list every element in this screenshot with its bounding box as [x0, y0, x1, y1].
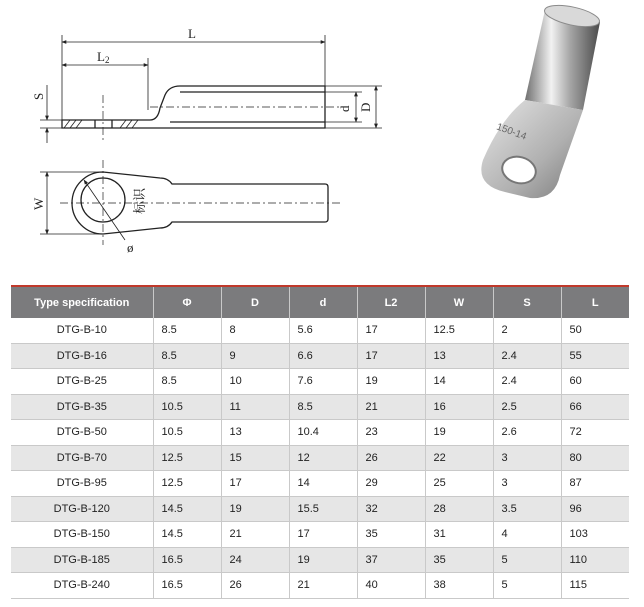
header-l2: L2: [357, 286, 425, 318]
table-cell: 8: [221, 318, 289, 343]
table-row: [11, 547, 629, 573]
table-cell: 4: [493, 522, 561, 548]
table-cell: 12.5: [425, 318, 493, 343]
table-cell: 16: [425, 394, 493, 420]
table-cell: 32: [357, 496, 425, 522]
header-l: L: [561, 286, 629, 318]
table-cell: 16.5: [153, 573, 221, 599]
table-cell: 24: [221, 547, 289, 573]
table-cell: 50: [561, 318, 629, 343]
table-cell: 37: [357, 547, 425, 573]
label-l: L: [188, 26, 196, 41]
table-cell: 115: [561, 573, 629, 599]
table-cell: 8.5: [153, 343, 221, 369]
table-cell: 2: [493, 318, 561, 343]
table-row: [11, 343, 629, 369]
product-photo: [455, 0, 640, 210]
table-cell: 21: [289, 573, 357, 599]
table-cell: 26: [357, 445, 425, 471]
table-cell: 17: [357, 318, 425, 343]
table-cell: 26: [221, 573, 289, 599]
table-row: [11, 471, 629, 497]
header-d-small: d: [289, 286, 357, 318]
table-cell: 5.6: [289, 318, 357, 343]
table-cell: 35: [425, 547, 493, 573]
table-cell: 3: [493, 445, 561, 471]
table-cell: 29: [357, 471, 425, 497]
table-cell: 21: [221, 522, 289, 548]
table-cell: 10.4: [289, 420, 357, 446]
cell-type-spec: DTG-B-25: [11, 369, 153, 395]
table-cell: 12.5: [153, 471, 221, 497]
table-row: [11, 420, 629, 446]
table-cell: 16.5: [153, 547, 221, 573]
table-cell: 8.5: [153, 318, 221, 343]
table-cell: 15: [221, 445, 289, 471]
dim-l2: [62, 58, 148, 110]
table-cell: 2.5: [493, 394, 561, 420]
label-mark: 标识: [132, 187, 147, 214]
table-cell: 40: [357, 573, 425, 599]
table-cell: 10.5: [153, 420, 221, 446]
header-d-big: D: [221, 286, 289, 318]
table-cell: 6.6: [289, 343, 357, 369]
table-cell: 10: [221, 369, 289, 395]
table-cell: 60: [561, 369, 629, 395]
table-row: [11, 394, 629, 420]
table-cell: 2.4: [493, 343, 561, 369]
table-row: [11, 573, 629, 599]
table-row: [11, 445, 629, 471]
table-cell: 55: [561, 343, 629, 369]
table-cell: 14.5: [153, 496, 221, 522]
table-cell: 8.5: [153, 369, 221, 395]
table-cell: 19: [289, 547, 357, 573]
table-cell: 23: [357, 420, 425, 446]
table-cell: 2.6: [493, 420, 561, 446]
table-cell: 14: [289, 471, 357, 497]
header-row: [11, 286, 629, 318]
cell-type-spec: DTG-B-10: [11, 318, 153, 343]
cell-type-spec: DTG-B-50: [11, 420, 153, 446]
table-cell: 12: [289, 445, 357, 471]
table-cell: 17: [357, 343, 425, 369]
table-cell: 12.5: [153, 445, 221, 471]
table-cell: 11: [221, 394, 289, 420]
table-cell: 31: [425, 522, 493, 548]
table-cell: 17: [221, 471, 289, 497]
lug-stamp: 150-14: [494, 121, 528, 143]
table-cell: 35: [357, 522, 425, 548]
table-cell: 103: [561, 522, 629, 548]
cell-type-spec: DTG-B-16: [11, 343, 153, 369]
table-cell: 66: [561, 394, 629, 420]
table-cell: 17: [289, 522, 357, 548]
table-cell: 14: [425, 369, 493, 395]
label-s: S: [31, 92, 46, 100]
table-cell: 38: [425, 573, 493, 599]
table-cell: 9: [221, 343, 289, 369]
table-cell: 2.4: [493, 369, 561, 395]
technical-drawing: [0, 0, 450, 275]
cell-type-spec: DTG-B-70: [11, 445, 153, 471]
table-row: [11, 318, 629, 343]
table-cell: 96: [561, 496, 629, 522]
label-d-small: d: [337, 105, 352, 112]
spec-table-header: [11, 286, 629, 318]
cell-type-spec: DTG-B-95: [11, 471, 153, 497]
header-phi: Φ: [153, 286, 221, 318]
cell-type-spec: DTG-B-240: [11, 573, 153, 599]
cell-type-spec: DTG-B-35: [11, 394, 153, 420]
table-cell: 80: [561, 445, 629, 471]
table-cell: 87: [561, 471, 629, 497]
header-type: Type specification: [11, 286, 153, 318]
side-view-hatch: [64, 120, 138, 128]
table-cell: 15.5: [289, 496, 357, 522]
header-w: W: [425, 286, 493, 318]
table-cell: 25: [425, 471, 493, 497]
label-phi: ø: [127, 240, 134, 255]
label-d-big: D: [358, 102, 373, 112]
lug-palm: [481, 100, 583, 198]
label-l2: L2: [97, 49, 110, 65]
table-cell: 21: [357, 394, 425, 420]
table-cell: 13: [221, 420, 289, 446]
table-cell: 28: [425, 496, 493, 522]
table-cell: 19: [357, 369, 425, 395]
cell-type-spec: DTG-B-120: [11, 496, 153, 522]
cell-type-spec: DTG-B-185: [11, 547, 153, 573]
header-s: S: [493, 286, 561, 318]
spec-table-body: [11, 318, 629, 598]
table-cell: 110: [561, 547, 629, 573]
table-cell: 13: [425, 343, 493, 369]
table-cell: 19: [221, 496, 289, 522]
table-cell: 3.5: [493, 496, 561, 522]
table-cell: 3: [493, 471, 561, 497]
table-cell: 22: [425, 445, 493, 471]
spec-table: [11, 285, 629, 599]
cell-type-spec: DTG-B-150: [11, 522, 153, 548]
table-cell: 7.6: [289, 369, 357, 395]
label-w: W: [31, 197, 46, 210]
table-cell: 5: [493, 573, 561, 599]
table-cell: 72: [561, 420, 629, 446]
table-row: [11, 369, 629, 395]
table-row: [11, 522, 629, 548]
table-cell: 19: [425, 420, 493, 446]
table-cell: 5: [493, 547, 561, 573]
table-row: [11, 496, 629, 522]
table-cell: 10.5: [153, 394, 221, 420]
table-cell: 14.5: [153, 522, 221, 548]
table-cell: 8.5: [289, 394, 357, 420]
